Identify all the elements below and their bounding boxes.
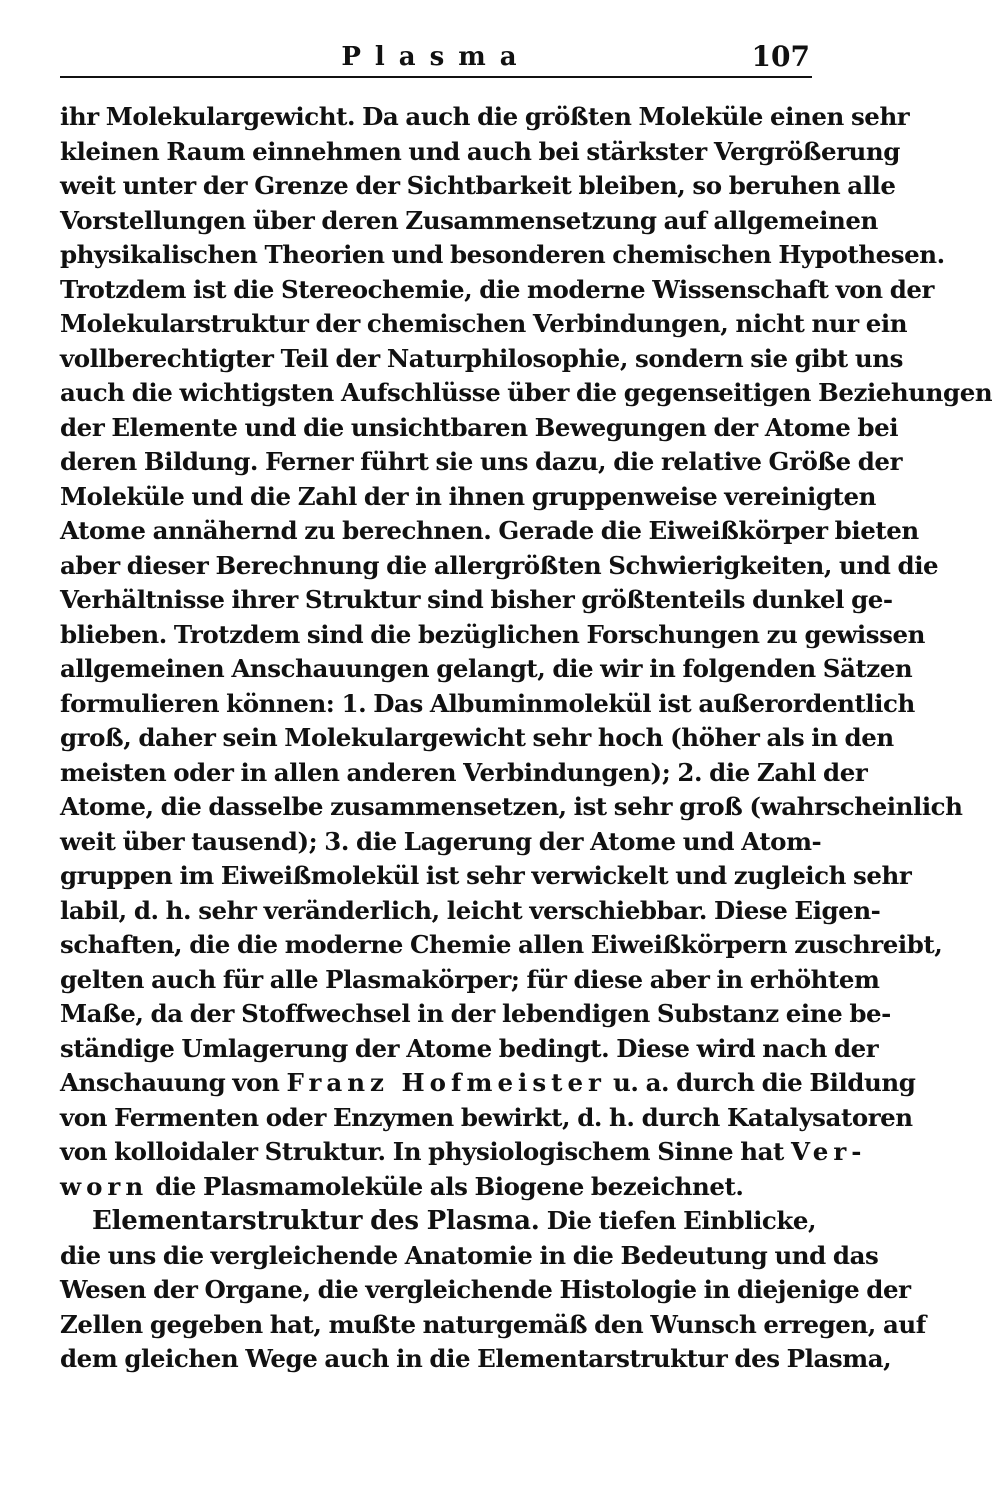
- text-line: weit unter der Grenze der Sichtbarkeit bleiben, so beruhen alle: [60, 171, 896, 200]
- page-number: 107: [751, 40, 810, 73]
- paragraph-1: [60, 100, 992, 1066]
- text-line: Wesen der Organe, die vergleichende Histologie in diejenige der: [60, 1275, 911, 1304]
- text-span: die Plasmamoleküle als Biogene bezeichnet.: [148, 1171, 744, 1201]
- text-line: ständige Umlagerung der Atome bedingt. Diese wird nach der: [60, 1033, 879, 1063]
- text-line: deren Bildung. Ferner führt sie uns dazu, die relative Größe der: [60, 447, 903, 476]
- text-span: Die tiefen Einblicke,: [539, 1206, 817, 1235]
- text-line: allgemeinen Anschauungen gelangt, die wir in folgenden Sätzen: [60, 654, 913, 683]
- paragraph-2: [60, 1239, 926, 1377]
- text-span: u. a. durch die Bildung: [605, 1068, 916, 1097]
- person-name-verworn-part1: Ver-: [791, 1137, 867, 1166]
- person-name-hofmeister: Franz Hofmeister: [286, 1068, 606, 1097]
- text-line: dem gleichen Wege auch in die Elementarstruktur des Plasma,: [60, 1344, 892, 1373]
- text-line: Zellen gegeben hat, mußte naturgemäß den Wunsch erregen, auf: [60, 1309, 926, 1339]
- text-line: Moleküle und die Zahl der in ihnen gruppenweise vereinigten: [60, 481, 876, 511]
- text-line: auch die wichtigsten Aufschlüsse über die gegenseitigen Beziehungen: [60, 378, 992, 407]
- page-header: [60, 38, 812, 78]
- text-line: gelten auch für alle Plasmakörper; für diese aber in erhöhtem: [60, 964, 880, 994]
- text-span: von kolloidaler Struktur. In physiologischem Sinne hat: [60, 1137, 791, 1166]
- person-name-verworn-part2: worn: [60, 1171, 149, 1201]
- text-line: die uns die vergleichende Anatomie in die Bedeutung und das: [60, 1240, 879, 1270]
- section-heading: Elementarstruktur des Plasma.: [92, 1206, 540, 1236]
- page-body: [60, 100, 992, 1377]
- text-line: [60, 1066, 916, 1101]
- text-line: vollberechtigter Teil der Naturphilosophie, sondern sie gibt uns: [60, 343, 903, 373]
- running-title: Plasma: [341, 42, 531, 72]
- section-first-line: [60, 1204, 817, 1239]
- text-line: schaften, die die moderne Chemie allen Eiweißkörpern zuschreibt,: [60, 930, 943, 959]
- text-line: labil, d. h. sehr veränderlich, leicht verschiebbar. Diese Eigen-: [60, 895, 881, 925]
- text-line: aber dieser Berechnung die allergrößten Schwierigkeiten, und die: [60, 550, 939, 580]
- text-line: [60, 1170, 812, 1205]
- text-line: groß, daher sein Molekulargewicht sehr hoch (höher als in den: [60, 723, 894, 752]
- text-line: von Fermenten oder Enzymen bewirkt, d. h. durch Katalysatoren: [60, 1102, 913, 1132]
- text-line: gruppen im Eiweißmolekül ist sehr verwickelt und zugleich sehr: [60, 861, 912, 890]
- text-line: Atome annähernd zu berechnen. Gerade die Eiweißkörper bieten: [60, 516, 919, 545]
- text-line: Vorstellungen über deren Zusammensetzung auf allgemeinen: [60, 205, 878, 235]
- text-line: Verhältnisse ihrer Struktur sind bisher größtenteils dunkel ge-: [60, 585, 893, 614]
- text-line: formulieren können: 1. Das Albuminmolekül ist außerordentlich: [60, 688, 915, 718]
- text-line: kleinen Raum einnehmen und auch bei stärkster Vergrößerung: [60, 136, 900, 166]
- text-line: weit über tausend); 3. die Lagerung der Atome und Atom-: [60, 826, 822, 856]
- text-line: der Elemente und die unsichtbaren Bewegungen der Atome bei: [60, 412, 899, 442]
- text-line: Atome, die dasselbe zusammensetzen, ist sehr groß (wahrscheinlich: [60, 792, 963, 821]
- text-line: ihr Molekulargewicht. Da auch die größten Moleküle einen sehr: [60, 102, 910, 131]
- text-line: [60, 1135, 867, 1170]
- text-line: Maße, da der Stoffwechsel in der lebendigen Substanz eine be-: [60, 999, 891, 1028]
- text-span: Anschauung von: [60, 1068, 287, 1097]
- text-line: Molekularstruktur der chemischen Verbindungen, nicht nur ein: [60, 309, 908, 338]
- text-line: meisten oder in allen anderen Verbindungen); 2. die Zahl der: [60, 757, 868, 787]
- text-line: Trotzdem ist die Stereochemie, die moderne Wissenschaft von der: [60, 274, 934, 304]
- text-line: blieben. Trotzdem sind die bezüglichen Forschungen zu gewissen: [60, 619, 925, 649]
- text-line: physikalischen Theorien und besonderen chemischen Hypothesen.: [60, 240, 945, 269]
